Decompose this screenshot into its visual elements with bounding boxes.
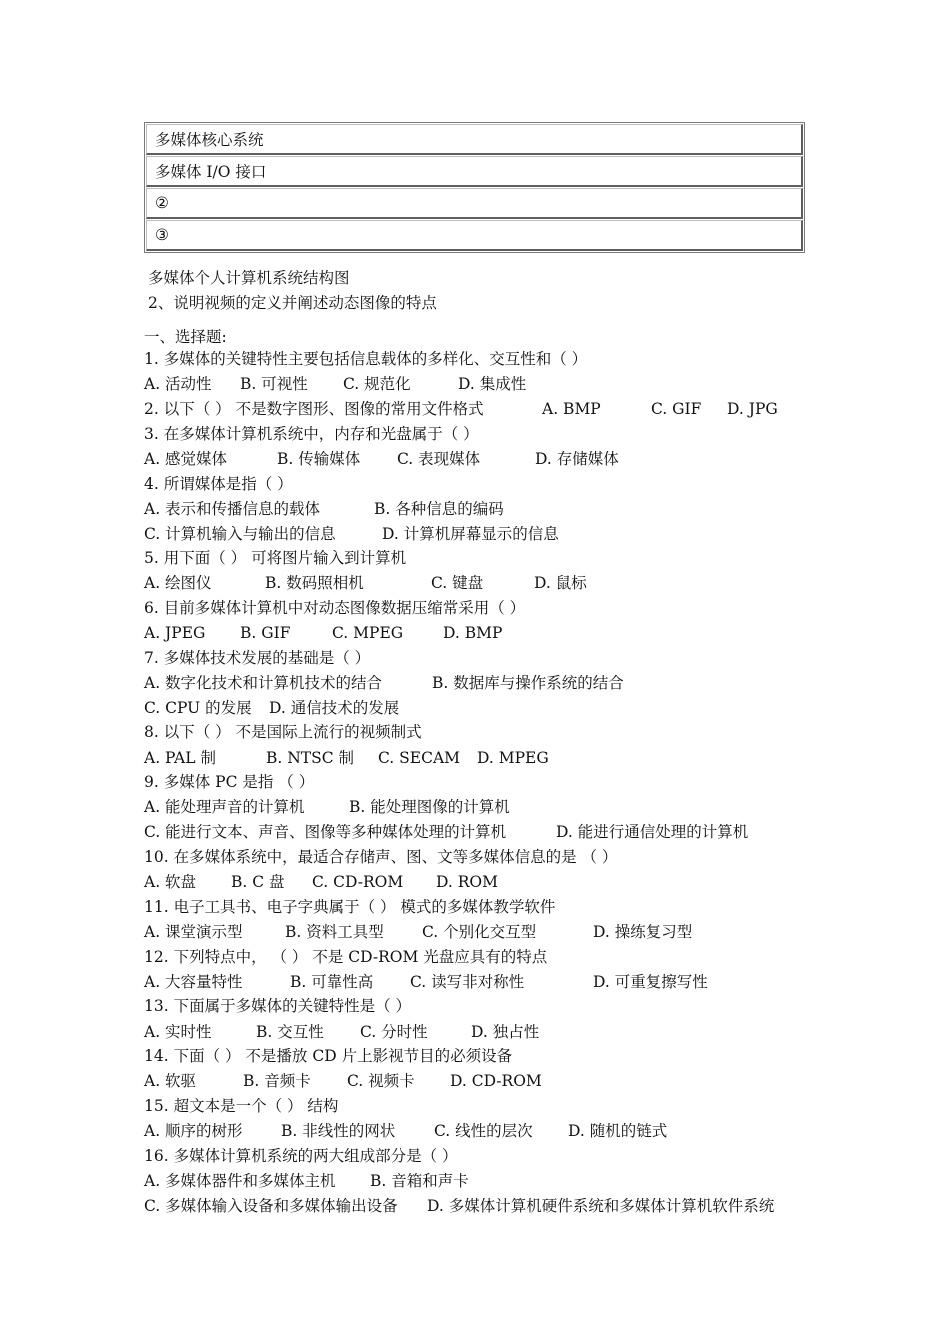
option: A. 软盘: [144, 873, 197, 891]
option: C. 多媒体输入设备和多媒体输出设备: [144, 1197, 398, 1215]
option: B. 各种信息的编码: [374, 500, 504, 518]
option: D. CD-ROM: [450, 1072, 542, 1090]
option: D. ROM: [436, 873, 498, 891]
option: B. 可视性: [240, 375, 308, 393]
question-2-heading: 2、说明视频的定义并阐述动态图像的特点: [148, 294, 437, 312]
system-structure-table: [144, 122, 805, 253]
option: B. 音频卡: [243, 1072, 311, 1090]
option: D. 随机的链式: [568, 1122, 668, 1140]
question-text: 4. 所谓媒体是指（ ）: [144, 475, 293, 493]
question-text: 10. 在多媒体系统中，最适合存储声、图、文等多媒体信息的是 （ ）: [144, 848, 618, 866]
option: A. 课堂演示型: [144, 923, 243, 941]
question-text: 13. 下面属于多媒体的关键特性是（ ）: [144, 997, 412, 1015]
option: D. 操练复习型: [593, 923, 693, 941]
question-text: 8. 以下（ ） 不是国际上流行的视频制式: [144, 723, 422, 741]
question-text: 7. 多媒体技术发展的基础是（ ）: [144, 649, 371, 667]
question-text: 15. 超文本是一个（ ） 结构: [144, 1097, 339, 1115]
option: C. 读写非对称性: [410, 973, 525, 991]
option: D. 多媒体计算机硬件系统和多媒体计算机软件系统: [427, 1197, 775, 1215]
question-text: 14. 下面（ ） 不是播放 CD 片上影视节目的必须设备: [144, 1047, 513, 1065]
option: D. 能进行通信处理的计算机: [556, 823, 749, 841]
option: A. BMP: [542, 400, 601, 418]
option: D. 通信技术的发展: [269, 699, 400, 717]
table-row: [146, 220, 803, 251]
table-cell: ③: [155, 226, 169, 244]
question-text: 3. 在多媒体计算机系统中，内存和光盘属于（ ）: [144, 425, 479, 443]
option: C. CPU 的发展: [144, 699, 252, 717]
option: A. 绘图仪: [144, 574, 212, 592]
table-cell: 多媒体 I/O 接口: [155, 163, 267, 181]
option: A. JPEG: [144, 624, 206, 642]
option: D. 可重复擦写性: [593, 973, 708, 991]
option: A. 实时性: [144, 1023, 212, 1041]
option: B. 数据库与操作系统的结合: [432, 674, 624, 692]
option: D. JPG: [727, 400, 778, 418]
option: A. 数字化技术和计算机技术的结合: [144, 674, 383, 692]
option: C. 计算机输入与输出的信息: [144, 525, 336, 543]
option: A. 表示和传播信息的载体: [144, 500, 321, 518]
option: B. 传输媒体: [277, 450, 361, 468]
option: C. CD-ROM: [312, 873, 404, 891]
option: A. 多媒体器件和多媒体主机: [144, 1172, 336, 1190]
option: A. 顺序的树形: [144, 1122, 243, 1140]
table-cell: ②: [155, 194, 169, 212]
option: C. 分时性: [360, 1023, 428, 1041]
option: C. 键盘: [431, 574, 484, 592]
option: B. 音箱和声卡: [370, 1172, 469, 1190]
question-text: 16. 多媒体计算机系统的两大组成部分是（ ）: [144, 1147, 458, 1165]
table-cell: 多媒体核心系统: [155, 131, 264, 149]
option: B. 数码照相机: [265, 574, 364, 592]
table-caption: 多媒体个人计算机系统结构图: [148, 269, 350, 287]
option: D. BMP: [443, 624, 503, 642]
option: B. 非线性的网状: [281, 1122, 396, 1140]
option: C. GIF: [651, 400, 702, 418]
option: B. C 盘: [231, 873, 285, 891]
option: A. 大容量特性: [144, 973, 243, 991]
table-row: [146, 124, 803, 155]
question-text: 1. 多媒体的关键特性主要包括信息载体的多样化、交互性和（ ）: [144, 350, 588, 368]
option: C. 能进行文本、声音、图像等多种媒体处理的计算机: [144, 823, 507, 841]
table-row: [146, 188, 803, 219]
option: A. PAL 制: [144, 749, 216, 767]
option: C. 个别化交互型: [422, 923, 537, 941]
question-text: 11. 电子工具书、电子字典属于（ ） 模式的多媒体教学软件: [144, 898, 556, 916]
option: C. 规范化: [343, 375, 411, 393]
question-text: 5. 用下面（ ） 可将图片输入到计算机: [144, 549, 407, 567]
option: C. 视频卡: [347, 1072, 415, 1090]
table-row: [146, 156, 803, 187]
option: C. SECAM: [378, 749, 461, 767]
option: B. 能处理图像的计算机: [349, 798, 510, 816]
option: C. 线性的层次: [434, 1122, 533, 1140]
option: B. GIF: [240, 624, 291, 642]
question-text: 12. 下列特点中， （ ） 不是 CD-ROM 光盘应具有的特点: [144, 948, 548, 966]
option: D. 鼠标: [534, 574, 587, 592]
option: B. NTSC 制: [266, 749, 355, 767]
option: A. 活动性: [144, 375, 212, 393]
option: C. 表现媒体: [397, 450, 481, 468]
option: D. 计算机屏幕显示的信息: [382, 525, 559, 543]
question-text: 2. 以下（ ） 不是数字图形、图像的常用文件格式: [144, 400, 484, 418]
option: C. MPEG: [332, 624, 404, 642]
option: A. 感觉媒体: [144, 450, 228, 468]
option: A. 软驱: [144, 1072, 197, 1090]
option: D. 存储媒体: [535, 450, 619, 468]
option: B. 可靠性高: [290, 973, 374, 991]
option: B. 资料工具型: [285, 923, 384, 941]
option: B. 交互性: [256, 1023, 324, 1041]
option: D. 集成性: [458, 375, 527, 393]
question-text: 9. 多媒体 PC 是指 （ ）: [144, 773, 315, 791]
question-text: 6. 目前多媒体计算机中对动态图像数据压缩常采用（ ）: [144, 599, 526, 617]
option: D. 独占性: [471, 1023, 540, 1041]
option: A. 能处理声音的计算机: [144, 798, 305, 816]
section-title: 一、选择题:: [144, 328, 227, 346]
option: D. MPEG: [477, 749, 549, 767]
